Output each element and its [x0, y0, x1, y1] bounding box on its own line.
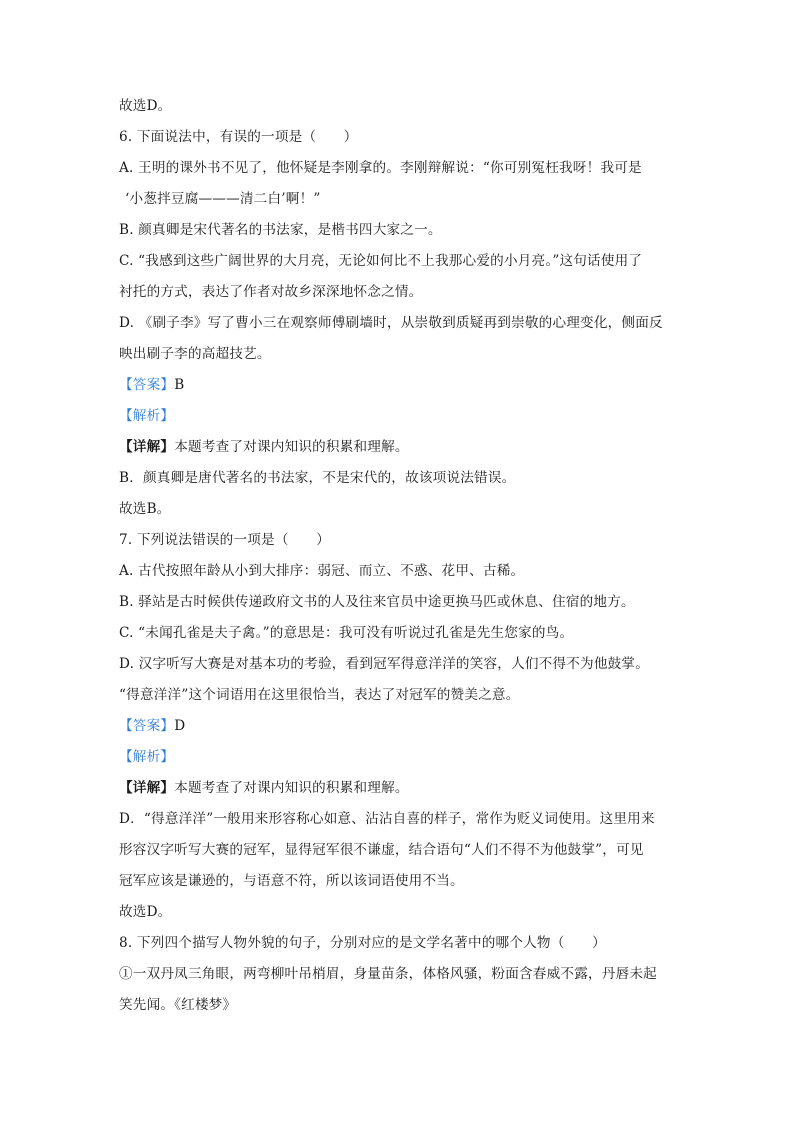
- detail-text: 本题考查了对课内知识的积累和理解。: [174, 439, 409, 455]
- option-a: A. 古代按照年龄从小到大排序：弱冠、而立、不惑、花甲、古稀。: [119, 563, 525, 579]
- answer-line: [119, 375, 184, 395]
- option-d: D. 《刷子李》写了曹小三在观察师傅刷墙时，从崇敬到质疑再到崇敬的心理变化，侧面反: [119, 315, 663, 331]
- option-b: B. 颜真卿是宋代著名的书法家，是楷书四大家之一。: [119, 222, 442, 238]
- explanation: B．颜真卿是唐代著名的书法家，不是宋代的，故该项说法错误。: [119, 470, 516, 486]
- option-b: B. 驿站是古时候供传递政府文书的人及往来官员中途更换马匹或休息、住宿的地方。: [119, 594, 635, 610]
- answer-line: [119, 716, 185, 736]
- option-d: D. 汉字听写大赛是对基本功的考验，看到冠军得意洋洋的笑容，人们不得不为他鼓掌。: [119, 656, 650, 672]
- answer-tag: 【答案】: [119, 377, 175, 393]
- text-line: 故选B。: [119, 501, 171, 517]
- text-line: 故选D。: [119, 904, 172, 920]
- detail-line: [119, 437, 409, 457]
- question-8: 8. 下列四个描写人物外貌的句子，分别对应的是文学名著中的哪个人物（ ）: [119, 935, 606, 951]
- option-c-cont: 衬托的方式，表达了作者对故乡深深地怀念之情。: [119, 284, 423, 300]
- explanation: D．“得意洋洋”一般用来形容称心如意、沾沾自喜的样子，常作为贬义词使用。这里用来: [119, 811, 655, 827]
- answer-tag: 【答案】: [119, 718, 175, 734]
- detail-tag: 【详解】: [119, 439, 175, 455]
- detail-text: 本题考查了对课内知识的积累和理解。: [174, 780, 409, 796]
- answer-value: D: [174, 718, 186, 734]
- answer-value: B: [174, 377, 185, 393]
- analysis-tag: 【解析】: [119, 749, 175, 765]
- detail-tag: 【详解】: [119, 780, 175, 796]
- sentence-1: ①一双丹凤三角眼，两弯柳叶吊梢眉，身量苗条，体格风骚，粉面含春威不露，丹唇未起: [119, 966, 657, 982]
- option-a-cont: ‘小葱拌豆腐———清二白’啊！”: [125, 191, 321, 207]
- option-c: C. “我感到这些广阔世界的大月亮，无论如何比不上我那心爱的小月亮。”这句话使用了: [119, 253, 643, 269]
- detail-line: [119, 778, 409, 798]
- text-line: 故选D。: [119, 98, 172, 114]
- explanation-cont: 形容汉字听写大赛的冠军，显得冠军很不谦虚，结合语句“人们不得不为他鼓掌”，可见: [119, 842, 644, 858]
- sentence-1-cont: 笑先闻。《红楼梦》: [119, 997, 237, 1013]
- option-d-cont: 映出刷子李的高超技艺。: [119, 346, 271, 362]
- option-a: A. 王明的课外书不见了，他怀疑是李刚拿的。李刚辩解说：“你可别冤枉我呀！我可是: [119, 160, 642, 176]
- option-c: C. “未闻孔雀是夫子禽。”的意思是：我可没有听说过孔雀是先生您家的鸟。: [119, 625, 574, 641]
- question-7: 7. 下列说法错误的一项是（ ）: [119, 532, 331, 548]
- analysis-tag: 【解析】: [119, 408, 175, 424]
- question-6: 6. 下面说法中，有误的一项是（ ）: [119, 129, 358, 145]
- option-d-cont: “得意洋洋”这个词语用在这里很恰当，表达了对冠军的赞美之意。: [119, 687, 520, 703]
- explanation-cont: 冠军应该是谦逊的，与语意不符，所以该词语使用不当。: [119, 873, 464, 889]
